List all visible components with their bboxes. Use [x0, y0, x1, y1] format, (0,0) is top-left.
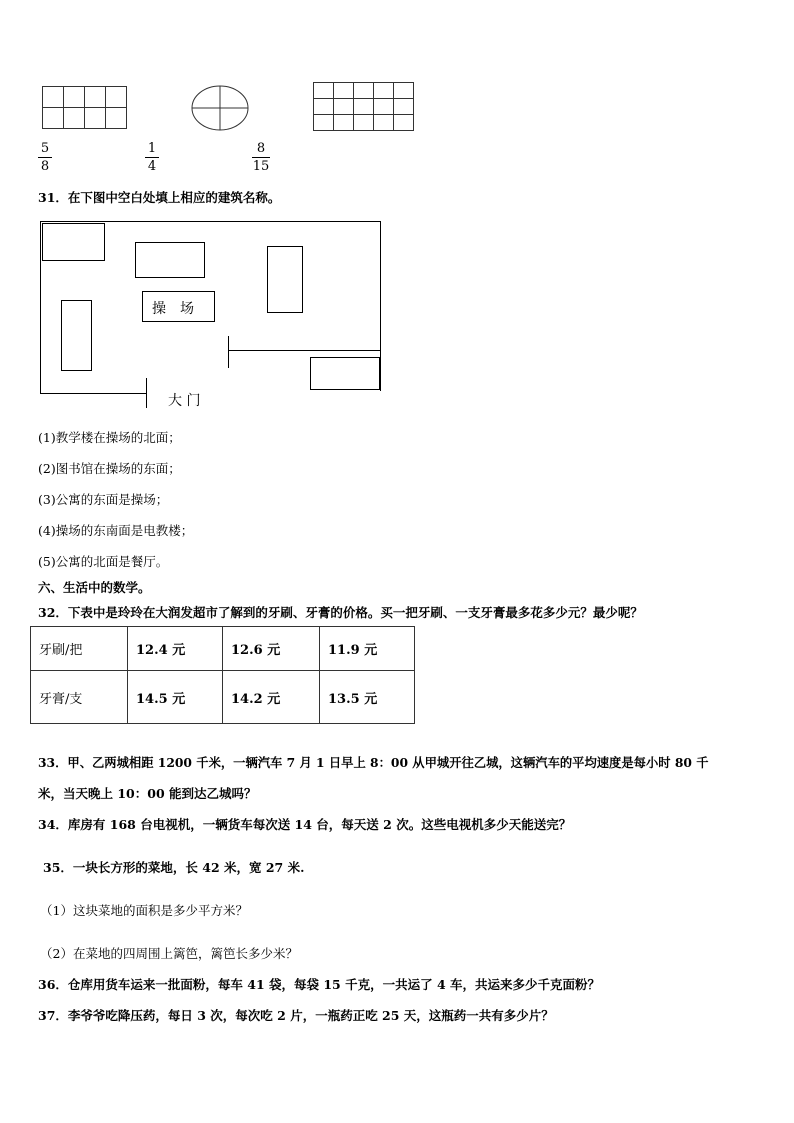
- price-cell: 11.9 元: [320, 627, 415, 671]
- circle-quarters: [190, 84, 252, 132]
- price-cell: 12.6 元: [223, 627, 320, 671]
- fraction-denominator: 8: [40, 159, 50, 174]
- question-34: 34．库房有 168 台电视机，一辆货车每次送 14 台，每天送 2 次。这些电视机多少天能送完？: [38, 817, 572, 832]
- fraction-numerator: 1: [147, 141, 157, 156]
- map-blank-east[interactable]: [267, 246, 303, 313]
- question-31-title: 31．在下图中空白处填上相应的建筑名称。: [38, 190, 281, 205]
- clue-5: (5)公寓的北面是餐厅。: [38, 554, 169, 569]
- table-row: [31, 671, 415, 724]
- question-35-sub1: （1）这块菜地的面积是多少平方米？: [40, 903, 248, 918]
- price-cell: 13.5 元: [320, 671, 415, 724]
- clue-4: (4)操场的东南面是电教楼；: [38, 523, 194, 538]
- map-blank-west[interactable]: [61, 300, 92, 371]
- map-blank-north[interactable]: [135, 242, 205, 278]
- fraction-numerator: 5: [40, 141, 50, 156]
- map-blank-northwest[interactable]: [42, 223, 105, 261]
- grid-3x5: [313, 82, 414, 131]
- question-35-sub2: （2）在菜地的四周围上篱笆，篱笆长多少米？: [40, 946, 298, 961]
- clue-2: (2)图书馆在操场的东面；: [38, 461, 181, 476]
- question-32-title: 32．下表中是玲玲在大润发超市了解到的牙刷、牙膏的价格。买一把牙刷、一支牙膏最多花多少元？最少呢？: [38, 605, 643, 620]
- map-blank-southeast[interactable]: [310, 357, 380, 390]
- price-cell: 12.4 元: [128, 627, 223, 671]
- price-cell: 14.5 元: [128, 671, 223, 724]
- clue-3: (3)公寓的东面是操场；: [38, 492, 169, 507]
- fraction-denominator: 15: [252, 159, 270, 174]
- fraction-3: [252, 141, 270, 174]
- table-row: [31, 627, 415, 671]
- grid-2x4: [42, 86, 127, 129]
- fraction-numerator: 8: [256, 141, 266, 156]
- price-table: [30, 626, 415, 724]
- fraction-denominator: 4: [147, 159, 157, 174]
- fraction-1: [38, 141, 52, 174]
- clue-1: (1)教学楼在操场的北面；: [38, 430, 181, 445]
- row-label: 牙刷/把: [31, 627, 128, 671]
- price-cell: 14.2 元: [223, 671, 320, 724]
- fraction-2: [145, 141, 159, 174]
- question-33-line2: 米，当天晚上 10：00 能到达乙城吗？: [38, 786, 257, 801]
- question-33-line1: 33．甲、乙两城相距 1200 千米，一辆汽车 7 月 1 日早上 8：00 从甲城开往乙城，这辆汽车的平均速度是每小时 80 千: [38, 755, 709, 770]
- section-heading: 六、生活中的数学。: [38, 580, 151, 595]
- question-37: 37．李爷爷吃降压药，每日 3 次，每次吃 2 片，一瓶药正吃 25 天，这瓶药一共有多少片？: [38, 1008, 554, 1023]
- question-36: 36．仓库用货车运来一批面粉，每车 41 袋，每袋 15 千克，一共运了 4 车，共运来多少千克面粉？: [38, 977, 600, 992]
- question-35-title: 35．一块长方形的菜地，长 42 米，宽 27 米.: [43, 860, 305, 875]
- map-gate-label: 大 门: [168, 393, 201, 409]
- map-playground-label: 操 场: [152, 301, 194, 317]
- row-label: 牙膏/支: [31, 671, 128, 724]
